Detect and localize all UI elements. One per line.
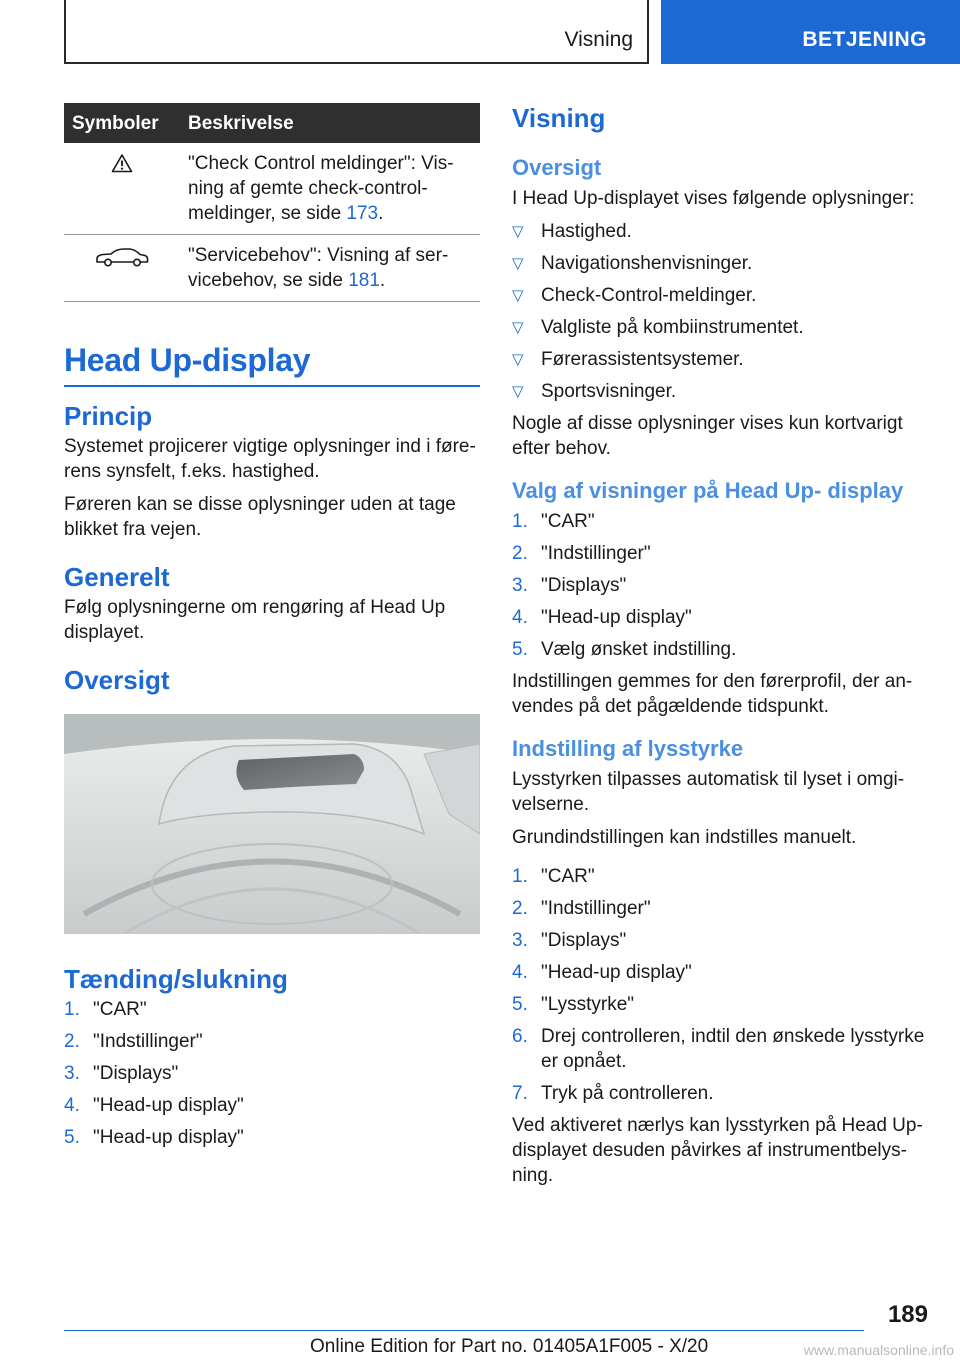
visning-title: Visning [512,103,606,133]
warning-triangle-icon [111,153,133,173]
symbol-table-col-description: Beskrivelse [180,103,480,143]
description-suffix: . [379,270,386,291]
symbol-table-header-row [64,103,480,143]
description-text: "Check Control meldinger": Vis- ning af gemte check-control- meldinger, se side [188,153,454,224]
triangle-bullet-icon: ▽ [512,223,524,240]
list-item: 5. "Head-up display" [64,1127,244,1148]
list-item: 2. "Indstillinger" [512,543,651,564]
list-item: 1. "CAR" [512,511,595,532]
triangle-bullet-icon: ▽ [512,351,524,368]
generelt-paragraph: Følg oplysningerne om rengøring af Head Up displayet. [64,597,446,643]
lysstyrke-paragraph-2: Grundindstillingen kan indstilles manuelt. [512,827,857,848]
lysstyrke-heading: Indstilling af lysstyrke [512,736,744,761]
visning-items-list [512,219,932,404]
lysstyrke-steps-list [512,864,932,1106]
valg-heading: Valg af visninger på Head Up- display [512,478,904,503]
tending-slukning-heading: Tænding/slukning [64,964,288,994]
triangle-bullet-icon: ▽ [512,319,524,336]
list-item: 2. "Indstillinger" [64,1031,203,1052]
description-cell [180,143,480,235]
car-service-icon [94,245,150,269]
visning-oversigt-heading: Oversigt [512,155,602,180]
list-item: ▽ Hastighed. [512,221,632,242]
header-chapter-box [661,0,960,64]
princip-paragraph-1: Systemet projicerer vigtige oplysninger ind i føre- rens synsfelt, f.eks. hastighed. [64,436,476,482]
visning-oversigt-note: Nogle af disse oplysninger vises kun kortvarigt efter behov. [512,413,903,459]
description-text: "Servicebehov": Visning af ser- vicebehov, se side [188,245,449,291]
list-item: ▽ Navigationshenvisninger. [512,253,753,274]
triangle-bullet-icon: ▽ [512,383,524,400]
description-suffix: . [378,203,384,224]
valg-note: Indstillingen gemmes for den førerprofil, der an- vendes på det pågældende tidspunkt. [512,671,913,717]
symbol-cell [64,143,180,235]
oversigt-heading-left: Oversigt [64,665,170,695]
list-item: 5. "Lysstyrke" [512,994,635,1015]
list-item: ▽ Check-Control-meldinger. [512,285,757,306]
symbol-table [64,103,480,302]
lysstyrke-note: Ved aktiveret nærlys kan lysstyrken på Head Up- displayet desuden påvirkes af instrumentbelys- ning. [512,1115,923,1186]
list-item: 3. "Displays" [64,1063,179,1084]
list-item: ▽ Valgliste på kombiinstrumentet. [512,317,804,338]
list-item: 4. "Head-up display" [512,962,692,983]
list-item: 2. "Indstillinger" [512,898,651,919]
footer-watermark: www.manualsonline.info [803,1342,954,1358]
list-item: 1. "CAR" [64,999,147,1020]
list-item: 1. "CAR" [512,866,595,887]
princip-paragraph-2: Føreren kan se disse oplysninger uden at tage blikket fra vejen. [64,494,456,540]
header-chapter-title: BETJENING [802,28,927,51]
header-section-title: Visning [564,28,633,51]
page-number: 189 [887,1301,928,1328]
page-link-181[interactable]: 181 [348,270,380,291]
lysstyrke-paragraph-1: Lysstyrken tilpasses automatisk til lyset i omgi- velserne. [512,769,905,815]
list-item: 6. Drej controlleren, indtil den ønskede lysstyrke er opnået. [512,1026,925,1072]
list-item: 7. Tryk på controlleren. [512,1083,714,1104]
left-column [64,103,480,1157]
footer-divider [64,1330,864,1331]
tending-steps-list [64,997,480,1150]
right-column [512,103,932,1196]
triangle-bullet-icon: ▽ [512,287,524,304]
description-cell [180,235,480,302]
list-item: 3. "Displays" [512,575,627,596]
list-item: ▽ Førerassistentsystemer. [512,349,744,370]
symbol-table-col-symbols: Symboler [64,103,180,143]
head-up-display-photo [64,714,480,934]
valg-steps-list [512,509,932,662]
head-up-display-title: Head Up-display [64,342,480,387]
princip-heading: Princip [64,401,153,431]
list-item: 4. "Head-up display" [64,1095,244,1116]
list-item: 3. "Displays" [512,930,627,951]
generelt-heading: Generelt [64,562,170,592]
footer-edition: Online Edition for Part no. 01405A1F005 - X/20 [310,1336,709,1357]
page-link-173[interactable]: 173 [346,203,379,224]
list-item: 5. Vælg ønsket indstilling. [512,639,737,660]
header-section-box [64,0,649,64]
table-row [64,143,480,235]
visning-oversigt-intro: I Head Up-displayet vises følgende oplysninger: [512,188,915,209]
symbol-cell [64,235,180,302]
list-item: 4. "Head-up display" [512,607,692,628]
triangle-bullet-icon: ▽ [512,255,524,272]
dashboard-illustration [64,714,480,934]
list-item: ▽ Sportsvisninger. [512,381,677,402]
table-row [64,235,480,302]
